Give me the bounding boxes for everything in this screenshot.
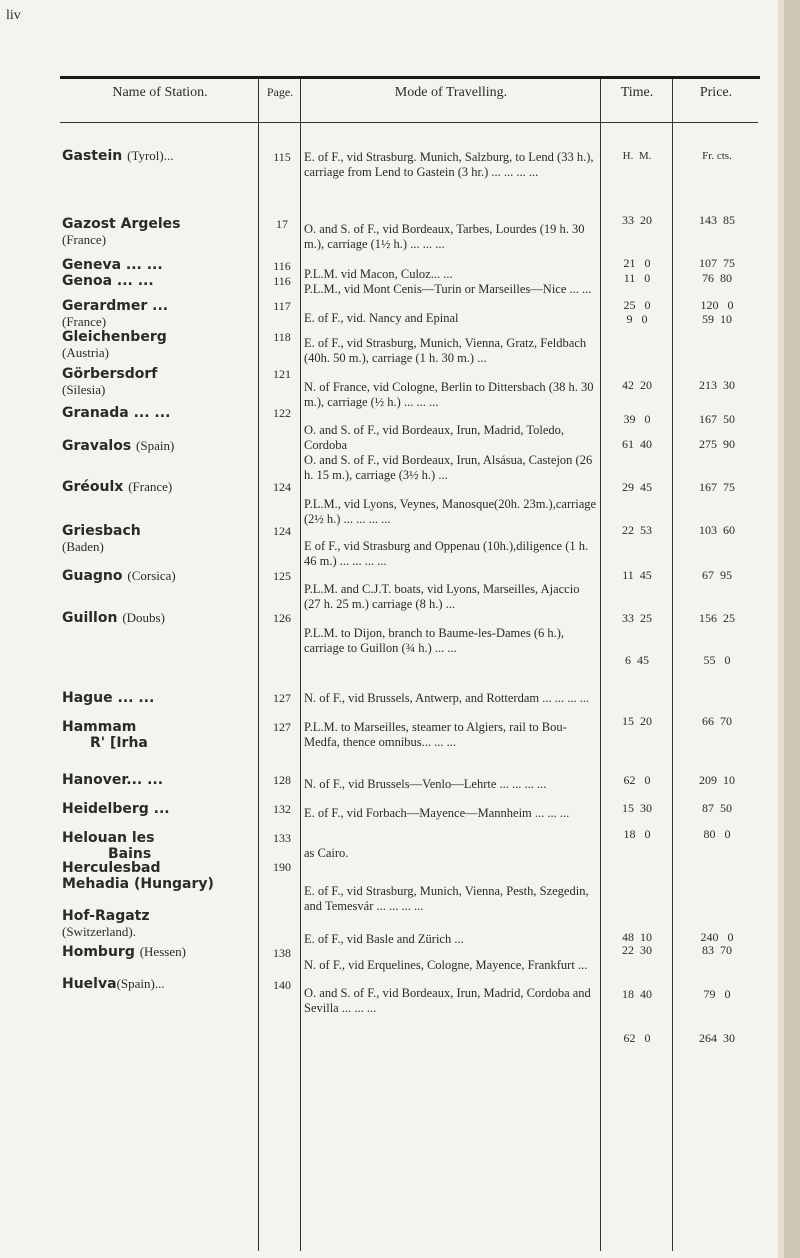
station-name: Görbersdorf (Silesia) (62, 366, 158, 397)
column-divider-name (258, 79, 259, 1251)
column-divider-page (300, 79, 301, 1251)
travel-price: 167 50 (699, 412, 735, 426)
travel-time: 48 10 (622, 930, 652, 944)
header-page: Page. (266, 85, 294, 99)
travel-time: 33 25 (622, 611, 652, 625)
travel-price: 120 0 (700, 298, 734, 312)
travel-price: 167 75 (699, 480, 735, 494)
travel-mode: P.L.M. to Marseilles, steamer to Algiers, rail to Bou-Medfa, thence omnibus... ... ... (304, 720, 567, 749)
travel-mode: O. and S. of F., vid Bordeaux, Irun, Madrid, Cordoba and Sevilla ... ... ... (304, 986, 591, 1015)
page-number: liv (6, 8, 21, 23)
travel-price: 87 50 (702, 801, 732, 815)
travel-mode: E. of F., vid Basle and Zürich ... (304, 932, 464, 946)
travel-mode: P.L.M., vid Mont Cenis—Turin or Marseilles—Nice ... ... (304, 282, 592, 296)
page-ref: 133 (273, 831, 291, 845)
page-ref: 124 (273, 480, 291, 494)
travel-mode: P.L.M. to Dijon, branch to Baume-les-Dames (6 h.), carriage to Guillon (¾ h.) ... ... (304, 626, 565, 655)
travel-time: 29 45 (622, 480, 652, 494)
travel-price: 103 60 (699, 523, 735, 537)
header-name: Name of Station. (112, 85, 208, 100)
travel-mode: E of F., vid Strasburg and Oppenau (10h.),diligence (1 h. 46 m.) ... ... ... ... (304, 539, 589, 568)
travel-mode: O. and S. of F., vid Bordeaux, Irun, Alsásua, Castejon (26 h. 15 m.), carriage (3½ h.) ... (304, 453, 593, 482)
station-name: Guagno (Corsica) (62, 568, 176, 584)
page-ref: 122 (273, 406, 291, 420)
travel-mode: O. and S. of F., vid Bordeaux, Tarbes, Lourdes (19 h. 30 m.), carriage (1½ h.) ... ... ... (304, 222, 585, 251)
top-rule (60, 76, 760, 79)
travel-mode: P.L.M. vid Macon, Culoz... ... (304, 267, 453, 281)
travel-mode: O. and S. of F., vid Bordeaux, Irun, Madrid, Toledo, Cordoba (304, 423, 565, 452)
page-ref: 124 (273, 524, 291, 538)
page-ref: 140 (273, 978, 291, 992)
station-name: Granada ... ... (62, 405, 171, 421)
page-ref: 138 (273, 946, 291, 960)
travel-price: 240 0 (700, 930, 734, 944)
travel-price: 67 95 (702, 568, 732, 582)
station-name: Huelva(Spain)... (62, 976, 165, 992)
travel-time: 11 0 (623, 271, 651, 285)
travel-time: 15 30 (622, 801, 652, 815)
page-ref: 116 (273, 274, 291, 288)
travel-mode: E. of F., vid Strasburg. Munich, Salzburg, to Lend (33 h.), carriage from Lend to Gastein (3 hr.) ... ... ... ... (304, 150, 594, 179)
travel-time: 15 20 (622, 714, 652, 728)
travel-mode: E. of F., vid Strasburg, Munich, Vienna, Pesth, Szegedin, and Temesvár ... ... ... ... (304, 884, 589, 913)
travel-price: 213 30 (699, 378, 735, 392)
travel-time: 22 30 (622, 943, 652, 957)
page-ref: 126 (273, 611, 291, 625)
travel-time: 18 40 (622, 987, 652, 1001)
station-name: Gastein (Tyrol)... (62, 148, 174, 164)
price-unit: Fr. cts. (702, 150, 732, 162)
station-name: Hammam R' [Irha (62, 719, 148, 751)
page-ref: 132 (273, 802, 291, 816)
travel-price: 209 10 (699, 773, 735, 787)
travel-mode: P.L.M., vid Lyons, Veynes, Manosque(20h. 23m.),carriage (2½ h.) ... ... ... ... (304, 497, 597, 526)
travel-mode: N. of F., vid Brussels—Venlo—Lehrte ... ... ... ... (304, 777, 547, 791)
travel-price: 80 0 (703, 827, 731, 841)
travel-time: 25 0 (623, 298, 651, 312)
column-divider-mode (600, 79, 601, 1251)
travel-price: 156 25 (699, 611, 735, 625)
header-price: Price. (699, 85, 733, 100)
travel-price: 143 85 (699, 213, 735, 227)
travel-time: 6 45 (625, 653, 649, 667)
travel-price: 107 75 (699, 256, 735, 270)
page-ref: 117 (273, 299, 291, 313)
travel-time: 39 0 (623, 412, 651, 426)
travel-price: 264 30 (699, 1031, 735, 1045)
column-divider-time (672, 79, 673, 1251)
page-ref: 127 (273, 720, 291, 734)
station-name: Homburg (Hessen) (62, 944, 186, 960)
page-ref: 116 (273, 259, 291, 273)
station-name: Heidelberg ... (62, 801, 170, 817)
travel-price: 59 10 (702, 312, 732, 326)
travel-price: 76 80 (702, 271, 732, 285)
page-ref: 125 (273, 569, 291, 583)
page-ref: 190 (273, 860, 291, 874)
travel-mode: E. of F., vid Strasburg, Munich, Vienna, Gratz, Feldbach (40h. 50 m.), carriage (1 h. 30 m.) ... (304, 336, 587, 365)
travel-time: 21 0 (623, 256, 651, 270)
station-name: Gravalos (Spain) (62, 438, 175, 454)
station-name: Hof-Ragatz (Switzerland). (62, 908, 150, 939)
station-name: Hanover... ... (62, 772, 164, 788)
page-ref: 127 (273, 691, 291, 705)
page-ref: 118 (273, 330, 291, 344)
travel-price: 55 0 (703, 653, 731, 667)
station-name: Herculesbad Mehadia (Hungary) (62, 860, 214, 892)
travel-price: 275 90 (699, 437, 735, 451)
travel-mode: N. of F., vid Brussels, Antwerp, and Rotterdam ... ... ... ... (304, 691, 590, 705)
travel-mode: as Cairo. (304, 846, 349, 860)
travel-mode: E. of F., vid. Nancy and Epinal (304, 311, 459, 325)
travel-time: 33 20 (622, 213, 652, 227)
station-name: Genoa ... ... (62, 273, 154, 289)
header-mode: Mode of Travelling. (394, 85, 508, 100)
page-gutter (778, 0, 784, 1258)
travel-price: 79 0 (703, 987, 731, 1001)
travel-mode: P.L.M. and C.J.T. boats, vid Lyons, Marseilles, Ajaccio (27 h. 25 m.) carriage (8 h.) ... (304, 582, 580, 611)
travel-time: 62 0 (623, 1031, 651, 1045)
station-name: Gréoulx (France) (62, 479, 173, 495)
station-name: Gerardmer ... (France) (62, 298, 169, 329)
travel-time: 62 0 (623, 773, 651, 787)
station-name: Hague ... ... (62, 690, 155, 706)
travel-mode: E. of F., vid Forbach—Mayence—Mannheim ... ... ... (304, 806, 570, 820)
page-ref: 128 (273, 773, 291, 787)
station-name: Griesbach (Baden) (62, 523, 141, 554)
page-ref: 121 (273, 367, 291, 381)
travel-time: 61 40 (622, 437, 652, 451)
page-ref: 17 (276, 217, 288, 231)
page-edge (784, 0, 800, 1258)
header-rule (60, 122, 758, 123)
station-name: Helouan les Bains (62, 830, 155, 862)
travel-price: 83 70 (702, 943, 732, 957)
travel-mode: N. of France, vid Cologne, Berlin to Dittersbach (38 h. 30 m.), carriage (½ h.) ... ... ... (304, 380, 594, 409)
station-name: Guillon (Doubs) (62, 610, 165, 626)
travel-mode: N. of F., vid Erquelines, Cologne, Mayence, Frankfurt ... (304, 958, 588, 972)
page-ref: 115 (273, 150, 291, 164)
time-unit: H. M. (622, 150, 652, 162)
travel-time: 42 20 (622, 378, 652, 392)
travel-price: 66 70 (702, 714, 732, 728)
travel-time: 18 0 (623, 827, 651, 841)
station-name: Gazost Argeles (France) (62, 216, 181, 247)
station-name: Gleichenberg (Austria) (62, 329, 167, 360)
travel-time: 11 45 (622, 568, 652, 582)
travel-time: 9 0 (626, 312, 648, 326)
header-time: Time. (620, 85, 654, 100)
travel-time: 22 53 (622, 523, 652, 537)
station-name: Geneva ... ... (62, 257, 163, 273)
